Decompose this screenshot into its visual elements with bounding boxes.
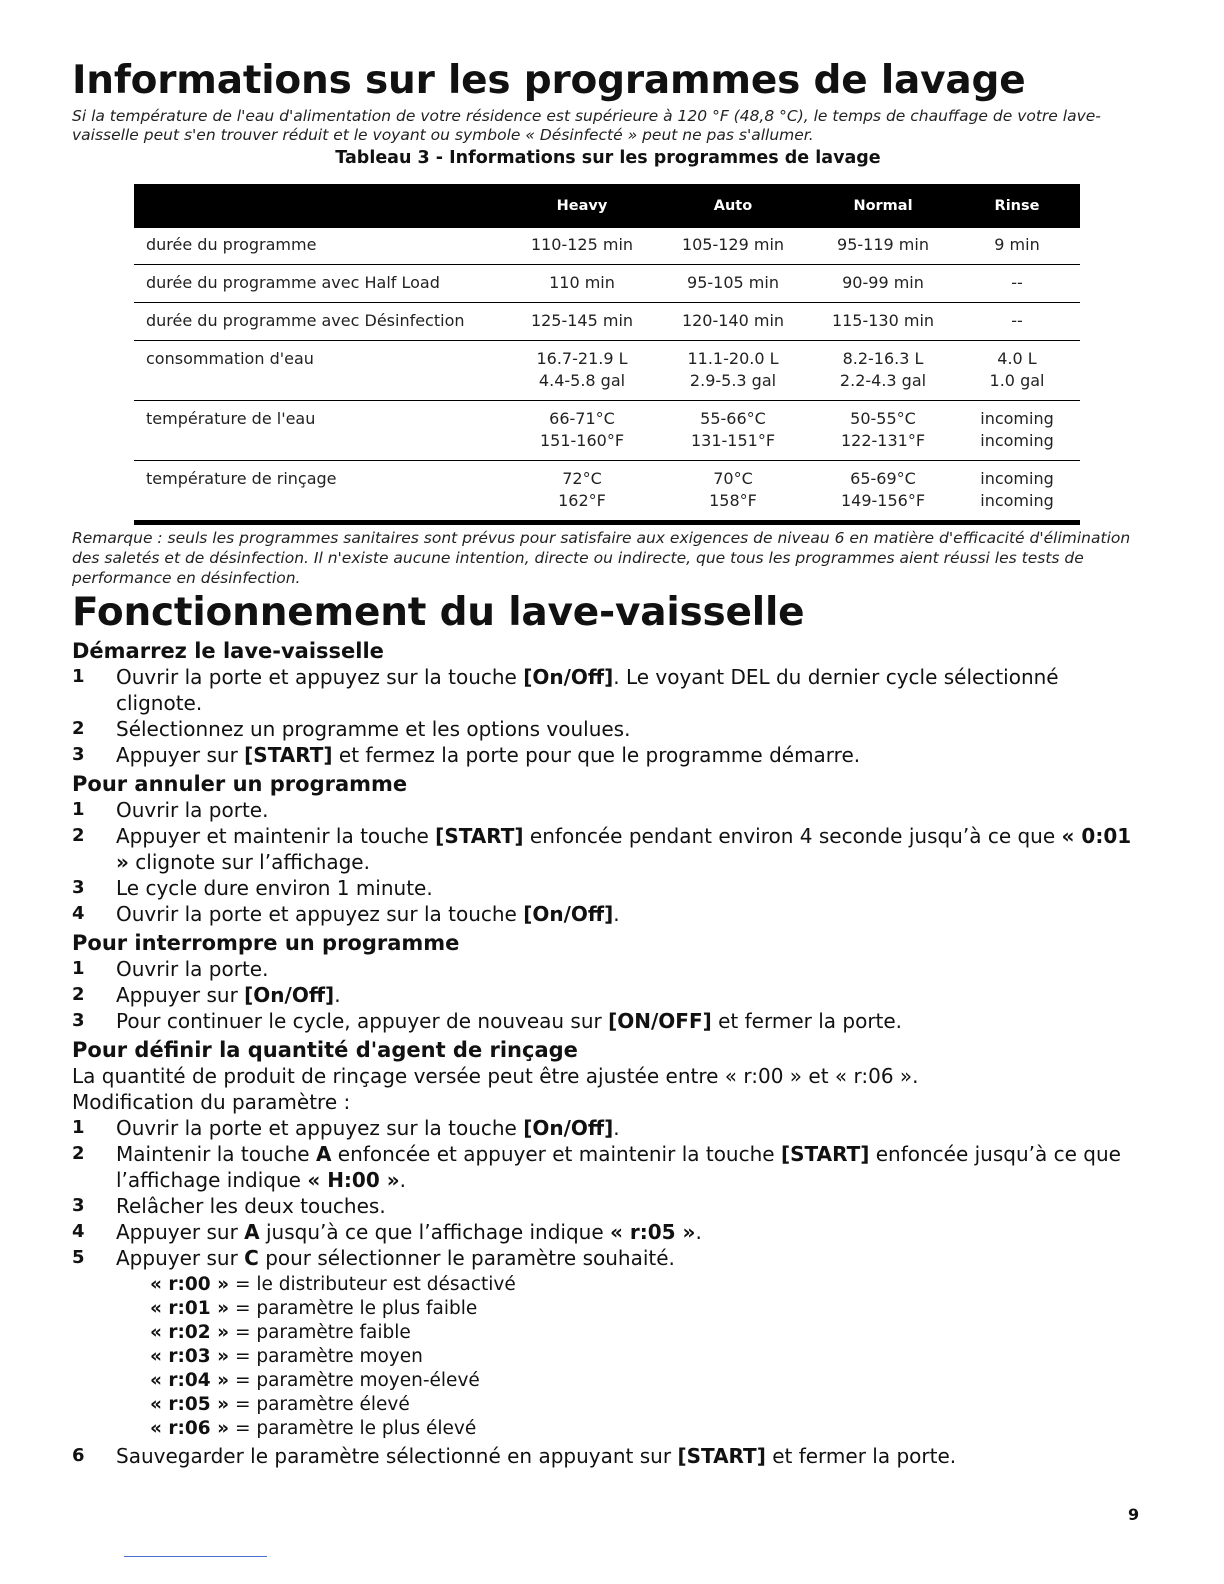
setting-desc: = paramètre le plus élevé <box>229 1418 477 1439</box>
step-text: Ouvrir la porte. <box>116 798 269 822</box>
table-cell <box>812 401 954 461</box>
table-header-cell: Auto <box>654 184 812 228</box>
table-cell <box>510 461 654 523</box>
rinse-settings-list <box>72 1273 1144 1441</box>
rinse-para-1: La quantité de produit de rinçage versée peut être ajustée entre « r:00 » et « r:06 ». <box>72 1064 919 1088</box>
row-label: durée du programme <box>146 235 317 254</box>
step-text: Ouvrir la porte. <box>116 957 269 981</box>
setting-item <box>150 1297 1144 1321</box>
page-number: 9 <box>1128 1505 1140 1524</box>
step-number: 3 <box>72 744 85 765</box>
cell-line: 50-55°C <box>850 409 916 428</box>
step-number: 1 <box>72 1117 85 1138</box>
setting-desc: = paramètre faible <box>229 1322 411 1343</box>
step-item <box>72 797 1144 823</box>
table-cell <box>812 303 954 341</box>
table-header-blank <box>134 184 510 228</box>
setting-desc: = paramètre moyen-élevé <box>229 1370 480 1391</box>
table-row <box>134 265 1080 303</box>
setting-code: « r:02 » <box>150 1322 230 1343</box>
setting-code: « r:00 » <box>150 1274 230 1295</box>
setting-desc: = paramètre le plus faible <box>229 1298 478 1319</box>
cell-line: 158°F <box>709 491 757 510</box>
cell-line: 110 min <box>549 273 615 292</box>
step-item <box>72 1219 1144 1245</box>
step-item <box>72 982 1144 1008</box>
table-cell <box>654 341 812 401</box>
step-number: 4 <box>72 903 85 924</box>
table-row <box>134 401 1080 461</box>
cell-line: 70°C <box>713 469 753 488</box>
start-section <box>72 638 1144 1469</box>
step-text: Ouvrir la porte et appuyez sur la touche [On/Off]. Le voyant DEL du dernier cycle sélectionné clignote. <box>116 665 1059 715</box>
interrupt-heading: Pour interrompre un programme <box>72 931 460 955</box>
table-row <box>134 228 1080 265</box>
table-cell <box>812 228 954 265</box>
setting-item <box>150 1369 1144 1393</box>
setting-code: « r:05 » <box>150 1394 230 1415</box>
start-heading: Démarrez le lave-vaisselle <box>72 639 384 663</box>
setting-desc: = paramètre élevé <box>229 1394 410 1415</box>
step-item <box>72 1141 1144 1193</box>
table-cell <box>812 461 954 523</box>
step-number: 5 <box>72 1247 85 1268</box>
row-label: consommation d'eau <box>134 341 510 401</box>
step-number: 6 <box>72 1445 85 1466</box>
table-cell <box>812 265 954 303</box>
cell-line: 55-66°C <box>700 409 766 428</box>
cell-line: 16.7-21.9 L <box>536 349 628 368</box>
step-text: Appuyer et maintenir la touche [START] enfoncée pendant environ 4 seconde jusqu’à ce que « 0:01 » clignote sur l’affichage. <box>116 824 1132 874</box>
table-cell <box>954 228 1080 265</box>
cell-line: 105-129 min <box>681 235 785 254</box>
cell-line: 4.0 L <box>997 349 1037 368</box>
setting-item <box>150 1273 1144 1297</box>
step-text: Appuyer sur [START] et fermez la porte pour que le programme démarre. <box>116 743 861 767</box>
table-cell <box>654 228 812 265</box>
rinse-final-step <box>72 1443 1144 1469</box>
step-number: 2 <box>72 718 85 739</box>
table-cell <box>510 228 654 265</box>
table-header-row <box>134 184 1080 228</box>
cell-line: 72°C <box>562 469 602 488</box>
cell-line: 4.4-5.8 gal <box>538 371 626 390</box>
step-number: 4 <box>72 1221 85 1242</box>
step-text: Sélectionnez un programme et les options voulues. <box>116 717 631 741</box>
step-number: 1 <box>72 666 85 687</box>
table-cell <box>510 265 654 303</box>
remark-note: Remarque : seuls les programmes sanitaires sont prévus pour satisfaire aux exigences de niveau 6 en matière d'efficacité d'élimination des saletés et de désinfection. Il n'existe aucune intention, directe ou indirecte, que tous les programmes aient réussi les tests de performance en désinfection. <box>72 529 1131 587</box>
table-cell <box>654 265 812 303</box>
step-item <box>72 716 1144 742</box>
rinse-steps <box>72 1115 1144 1271</box>
table-cell <box>654 303 812 341</box>
step-text: Maintenir la touche A enfoncée et appuyer et maintenir la touche [START] enfoncée jusqu’à ce que l’affichage indique « H:00 ». <box>116 1142 1121 1192</box>
intro-note: Si la température de l'eau d'alimentation de votre résidence est supérieure à 120 °F (48,8 °C), le temps de chauffage de votre lave-vaisselle peut s'en trouver réduit et le voyant ou symbole « Désinfecté » peut ne pas s'allumer. <box>72 107 1101 144</box>
cell-line: 65-69°C <box>850 469 916 488</box>
cell-line: 125-145 min <box>530 311 634 330</box>
setting-code: « r:01 » <box>150 1298 230 1319</box>
step-text: Ouvrir la porte et appuyez sur la touche [On/Off]. <box>116 902 620 926</box>
setting-desc: = le distributeur est désactivé <box>229 1274 516 1295</box>
step-item <box>72 1193 1144 1219</box>
step-item <box>72 1008 1144 1034</box>
table-cell <box>812 341 954 401</box>
section-title: Fonctionnement du lave-vaisselle <box>72 590 805 635</box>
step-number: 2 <box>72 825 85 846</box>
step-number: 2 <box>72 1143 85 1164</box>
step-item <box>72 742 1144 768</box>
cell-line: 95-119 min <box>837 235 929 254</box>
cell-line: 9 min <box>994 235 1040 254</box>
step-item <box>72 901 1144 927</box>
setting-desc: = paramètre moyen <box>229 1346 423 1367</box>
setting-code: « r:06 » <box>150 1418 230 1439</box>
page-title: Informations sur les programmes de lavage <box>72 58 1026 103</box>
cell-line: 2.2-4.3 gal <box>839 371 927 390</box>
step-item <box>72 1443 1144 1469</box>
rinse-heading: Pour définir la quantité d'agent de rinçage <box>72 1038 578 1062</box>
cell-line: -- <box>1011 311 1023 330</box>
table-cell <box>510 303 654 341</box>
step-text: Ouvrir la porte et appuyez sur la touche [On/Off]. <box>116 1116 620 1140</box>
cell-line: 122-131°F <box>840 431 926 450</box>
cell-line: incoming <box>980 491 1054 510</box>
cell-line: 11.1-20.0 L <box>687 349 779 368</box>
step-text: Appuyer sur A jusqu’à ce que l’affichage indique « r:05 ». <box>116 1220 702 1244</box>
cell-line: 131-151°F <box>690 431 776 450</box>
table-cell <box>654 401 812 461</box>
table-cell <box>510 401 654 461</box>
interrupt-steps <box>72 956 1144 1034</box>
page <box>72 58 1144 1468</box>
cell-line: 95-105 min <box>687 273 779 292</box>
table-caption: Tableau 3 - Informations sur les programmes de lavage <box>335 148 881 168</box>
step-item <box>72 875 1144 901</box>
row-label: durée du programme avec Désinfection <box>134 303 510 341</box>
row-label: durée du programme avec Half Load <box>134 265 510 303</box>
setting-item <box>150 1393 1144 1417</box>
step-number: 2 <box>72 984 85 1005</box>
setting-code: « r:04 » <box>150 1370 230 1391</box>
step-number: 3 <box>72 877 85 898</box>
table-header-cell: Rinse <box>954 184 1080 228</box>
cell-line: 90-99 min <box>842 273 924 292</box>
cell-line: 162°F <box>558 491 606 510</box>
step-text: Sauvegarder le paramètre sélectionné en appuyant sur [START] et fermer la porte. <box>116 1444 957 1468</box>
step-text: Appuyer sur C pour sélectionner le paramètre souhaité. <box>116 1246 675 1270</box>
table-cell <box>954 341 1080 401</box>
table-cell <box>654 461 812 523</box>
cell-line: incoming <box>980 409 1054 428</box>
table-cell <box>954 265 1080 303</box>
table-header-cell: Normal <box>812 184 954 228</box>
rinse-para-2: Modification du paramètre : <box>72 1090 351 1114</box>
program-table <box>134 184 1080 525</box>
step-item <box>72 823 1144 875</box>
step-number: 3 <box>72 1010 85 1031</box>
step-number: 1 <box>72 958 85 979</box>
table-row <box>134 461 1080 523</box>
step-item <box>72 664 1144 716</box>
table-row <box>134 341 1080 401</box>
cell-line: 8.2-16.3 L <box>842 349 924 368</box>
cell-line: 2.9-5.3 gal <box>689 371 777 390</box>
cell-line: 1.0 gal <box>989 371 1045 390</box>
table-cell <box>954 303 1080 341</box>
cell-line: 151-160°F <box>539 431 625 450</box>
cell-line: incoming <box>980 431 1054 450</box>
row-label: température de l'eau <box>134 401 510 461</box>
table-cell <box>954 401 1080 461</box>
cell-line: 149-156°F <box>840 491 926 510</box>
step-item <box>72 1115 1144 1141</box>
cell-line: 66-71°C <box>549 409 615 428</box>
footer-rule <box>124 1556 267 1557</box>
table-header-cell: Heavy <box>510 184 654 228</box>
step-text: Relâcher les deux touches. <box>116 1194 386 1218</box>
row-label: température de rinçage <box>134 461 510 523</box>
table-cell <box>510 341 654 401</box>
cell-line: 110-125 min <box>530 235 634 254</box>
cell-line: 120-140 min <box>681 311 785 330</box>
table-row <box>134 303 1080 341</box>
setting-item <box>150 1417 1144 1441</box>
setting-item <box>150 1345 1144 1369</box>
step-text: Pour continuer le cycle, appuyer de nouveau sur [ON/OFF] et fermer la porte. <box>116 1009 903 1033</box>
cancel-steps <box>72 797 1144 927</box>
step-text: Le cycle dure environ 1 minute. <box>116 876 433 900</box>
step-number: 1 <box>72 799 85 820</box>
cell-line: 115-130 min <box>831 311 935 330</box>
cancel-heading: Pour annuler un programme <box>72 772 408 796</box>
setting-item <box>150 1321 1144 1345</box>
step-item <box>72 1245 1144 1271</box>
table-cell <box>954 461 1080 523</box>
start-steps <box>72 664 1144 768</box>
step-text: Appuyer sur [On/Off]. <box>116 983 341 1007</box>
step-item <box>72 956 1144 982</box>
step-number: 3 <box>72 1195 85 1216</box>
cell-line: incoming <box>980 469 1054 488</box>
setting-code: « r:03 » <box>150 1346 230 1367</box>
cell-line: -- <box>1011 273 1023 292</box>
